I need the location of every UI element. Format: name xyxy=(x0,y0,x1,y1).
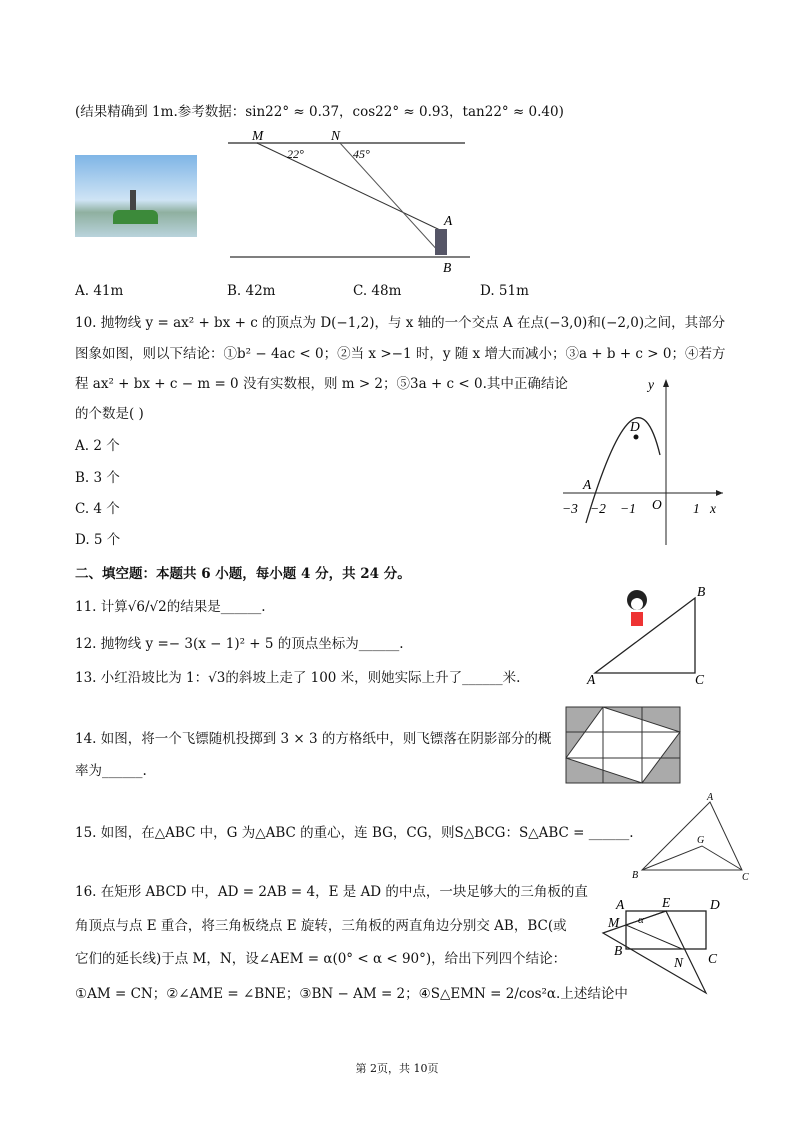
label-A: A xyxy=(587,672,596,687)
q9-note: (结果精确到 1m.参考数据：sin22° ≈ 0.37，cos22° ≈ 0.93，tan22° ≈ 0.40) xyxy=(75,104,564,120)
q9-figure xyxy=(225,125,475,275)
label-B: B xyxy=(443,260,452,275)
q16-line: ①AM = CN；②∠AME = ∠BNE；③BN − AM = 2；④S△EMN = 2/cos²α.上述结论中 xyxy=(75,986,628,1002)
angle-22: 22° xyxy=(287,147,304,161)
label-O: O xyxy=(652,497,662,512)
q10-option-a[interactable]: A. 2 个 xyxy=(75,438,120,454)
tower-photo xyxy=(75,155,197,237)
q9-option-c[interactable]: C. 48m xyxy=(353,283,402,299)
label-G: G xyxy=(697,835,705,846)
label-M: M xyxy=(608,915,620,930)
q11: 11. 计算√6/√2的结果是______. xyxy=(75,599,266,615)
tick-label: −2 xyxy=(590,501,606,516)
label-A: A xyxy=(444,213,453,228)
section-2-heading: 二、填空题：本题共 6 小题，每小题 4 分，共 24 分。 xyxy=(75,566,411,582)
axis-y-label: y xyxy=(648,377,654,392)
q10-line: 的个数是( ) xyxy=(75,406,144,422)
q10-line: 程 ax² + bx + c − m = 0 没有实数根，则 m > 2；⑤3a + c < 0.其中正确结论 xyxy=(75,376,568,392)
label-A: A xyxy=(583,477,592,492)
label-C: C xyxy=(742,872,749,883)
q10-option-d[interactable]: D. 5 个 xyxy=(75,532,121,548)
label-E: E xyxy=(662,895,671,910)
q9-option-d[interactable]: D. 51m xyxy=(480,283,529,299)
q10-option-c[interactable]: C. 4 个 xyxy=(75,501,120,517)
tick-label: 1 xyxy=(693,501,700,516)
q14-line: 14. 如图，将一个飞镖随机投掷到 3 × 3 的方格纸中，则飞镖落在阴影部分的概 xyxy=(75,731,552,747)
label-M: M xyxy=(252,128,264,143)
q12: 12. 抛物线 y =− 3(x − 1)² + 5 的顶点坐标为______. xyxy=(75,636,404,652)
q10-parabola-graph xyxy=(558,375,728,547)
label-D: D xyxy=(630,419,640,434)
q15: 15. 如图，在△ABC 中，G 为△ABC 的重心，连 BG，CG，则S△BCG：S△ABC = ______. xyxy=(75,825,634,841)
label-N: N xyxy=(674,955,684,970)
q10-line: 图象如图，则以下结论：①b² − 4ac < 0；②当 x >−1 时，y 随 x 增大而减小；③a + b + c > 0；④若方 xyxy=(75,346,726,362)
q9-option-a[interactable]: A. 41m xyxy=(75,283,124,299)
q14-line: 率为______. xyxy=(75,763,147,779)
axis-x-label: x xyxy=(710,501,716,516)
q14-grid-figure xyxy=(565,706,681,784)
label-A: A xyxy=(707,792,714,803)
q16-rectangle-figure xyxy=(598,893,728,1003)
q13: 13. 小红沿坡比为 1：√3的斜坡上走了 100 米，则她实际上升了______米. xyxy=(75,670,521,686)
q15-triangle-figure xyxy=(630,788,755,883)
q16-line: 角顶点与点 E 重合，将三角板绕点 E 旋转，三角板的两直角边分别交 AB，BC(或 xyxy=(75,918,567,934)
tick-label: −3 xyxy=(562,501,578,516)
label-B: B xyxy=(632,870,639,881)
label-D: D xyxy=(710,897,720,912)
angle-45: 45° xyxy=(353,147,370,161)
q10-option-b[interactable]: B. 3 个 xyxy=(75,470,120,486)
q13-slope-figure xyxy=(585,578,715,688)
q16-line: 它们的延长线)于点 M，N，设∠AEM = α(0° < α < 90°)，给出下列四个结论： xyxy=(75,951,567,967)
label-C: C xyxy=(695,672,705,687)
label-B: B xyxy=(697,584,706,599)
q9-option-b[interactable]: B. 42m xyxy=(227,283,276,299)
label-C: C xyxy=(708,951,718,966)
label-B: B xyxy=(614,943,623,958)
label-alpha: α xyxy=(638,914,644,926)
q16-line: 16. 在矩形 ABCD 中，AD = 2AB = 4，E 是 AD 的中点，一块足够大的三角板的直 xyxy=(75,884,588,900)
q10-line: 10. 抛物线 y = ax² + bx + c 的顶点为 D(−1,2)，与 x 轴的一个交点 A 在点(−3,0)和(−2,0)之间，其部分 xyxy=(75,315,726,331)
label-A: A xyxy=(616,897,625,912)
tick-label: −1 xyxy=(620,501,636,516)
label-N: N xyxy=(331,128,341,143)
page-footer: 第 2页，共 10页 xyxy=(355,1062,439,1075)
